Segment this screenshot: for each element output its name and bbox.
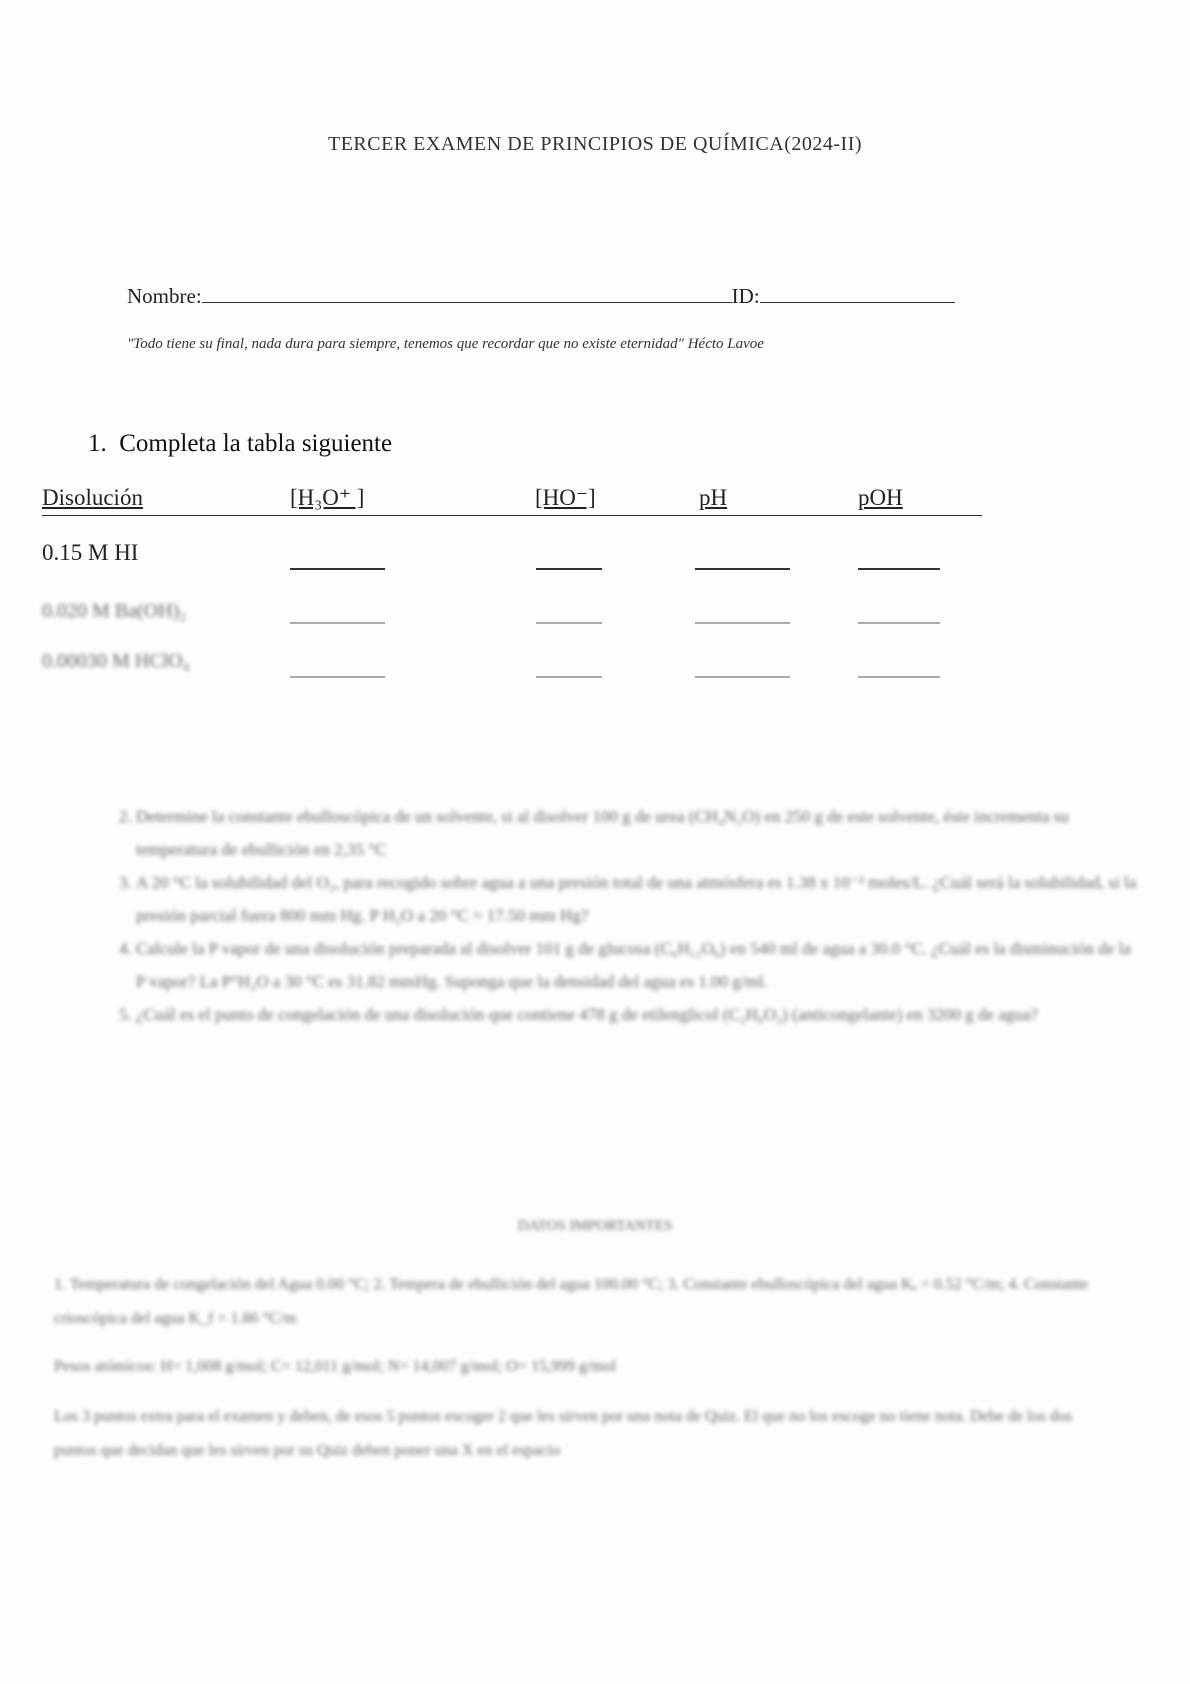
- id-field[interactable]: [760, 302, 955, 303]
- constants-paragraph: 1. Temperatura de congelación del Agua 0.00 °C; 2. Tempera de ebullición del agua 100.00 °C; 3. Constante ebulloscópica del agua Kₑ = 0.52 °C/m; 4. Constante crioscópica del agua K_f = 1.86 °C/m: [54, 1276, 1089, 1327]
- datos-title: DATOS IMPORTANTES: [517, 1218, 673, 1234]
- table-row: 0.00030 M HClO₄: [42, 650, 190, 672]
- question-number: 1.: [88, 430, 107, 457]
- table-row: 0.020 M Ba(OH)₂: [42, 600, 187, 622]
- header-ho: [HO⁻]: [535, 485, 596, 510]
- table-row: 0.15 M HI: [42, 540, 139, 565]
- answer-blank[interactable]: [536, 676, 602, 678]
- atomic-weights: Pesos atómicos: H= 1,008 g/mol; C= 12,011 g/mol; N= 14,007 g/mol; O= 15,999 g/mol: [54, 1358, 617, 1375]
- name-field[interactable]: [202, 302, 732, 303]
- question-text: Completa la tabla siguiente: [119, 430, 393, 457]
- answer-blank[interactable]: [695, 568, 790, 570]
- answer-blank[interactable]: [290, 622, 385, 624]
- extra-points-note: Los 3 puntos extra para el examen y deben, de esos 5 puntos escoger 2 que les sirven por una nota de Quiz. El que no los escoge no tiene nota. Debe de los dos puntos que decidan que les sirven por su Quiz deben poner una X en el espacio: [54, 1408, 1072, 1459]
- header-h3o: [H₃O⁺ ]: [290, 485, 365, 510]
- question-3: 3. A 20 °C la solubilidad del O₂, para recogido sobre agua a una presión total de una atmósfera es 1.38 x 10⁻³ moles/L. ¿Cuál será la solubilidad, si la presión parcial fuera 800 mm Hg. P H₂O a 20 °C = 17.50 mm Hg?: [136, 866, 1138, 932]
- exam-title: TERCER EXAMEN DE PRINCIPIOS DE QUÍMICA(2024-II): [327, 133, 863, 155]
- answer-blank[interactable]: [858, 568, 940, 570]
- table-header: [42, 485, 982, 516]
- question-4: 4. Calcule la P vapor de una disolución preparada al disolver 101 g de glucosa (C₆H₁₂O₆) en 540 ml de agua a 30.0 °C. ¿Cuál es la disminución de la P vapor? La P°H₂O a 30 °C es 31.82 mmHg. Suponga que la densidad del agua es 1.00 g/ml.: [136, 932, 1138, 998]
- quote: "Todo tiene su final, nada dura para siempre, tenemos que recordar que no existe eternidad" Hécto Lavoe: [127, 336, 764, 352]
- question-list: [88, 800, 1138, 1031]
- name-id-line: [127, 284, 955, 309]
- answer-blank[interactable]: [858, 676, 940, 678]
- question-1: [88, 430, 392, 458]
- header-ph: pH: [699, 485, 728, 510]
- question-2: 2. Determine la constante ebulloscópica de un solvente, si al disolver 100 g de urea (CH₄N₂O) en 250 g de este solvente, éste incrementa su temperatura de ebullición en 2,35 °C: [136, 800, 1138, 866]
- answer-blank[interactable]: [536, 568, 602, 570]
- header-disolucion: Disolución: [42, 485, 143, 510]
- name-label: Nombre:: [127, 284, 202, 308]
- answer-blank[interactable]: [290, 676, 385, 678]
- header-poh: pOH: [858, 485, 903, 510]
- answer-blank[interactable]: [858, 622, 940, 624]
- answer-blank[interactable]: [290, 568, 385, 570]
- answer-blank[interactable]: [536, 622, 602, 624]
- id-label: ID:: [731, 284, 760, 308]
- answer-blank[interactable]: [695, 622, 790, 624]
- answer-blank[interactable]: [695, 676, 790, 678]
- question-5: 5. ¿Cuál es el punto de congelación de una disolución que contiene 478 g de etilenglicol (C₂H₆O₂) (anticongelante) en 3200 g de agua?: [136, 998, 1138, 1031]
